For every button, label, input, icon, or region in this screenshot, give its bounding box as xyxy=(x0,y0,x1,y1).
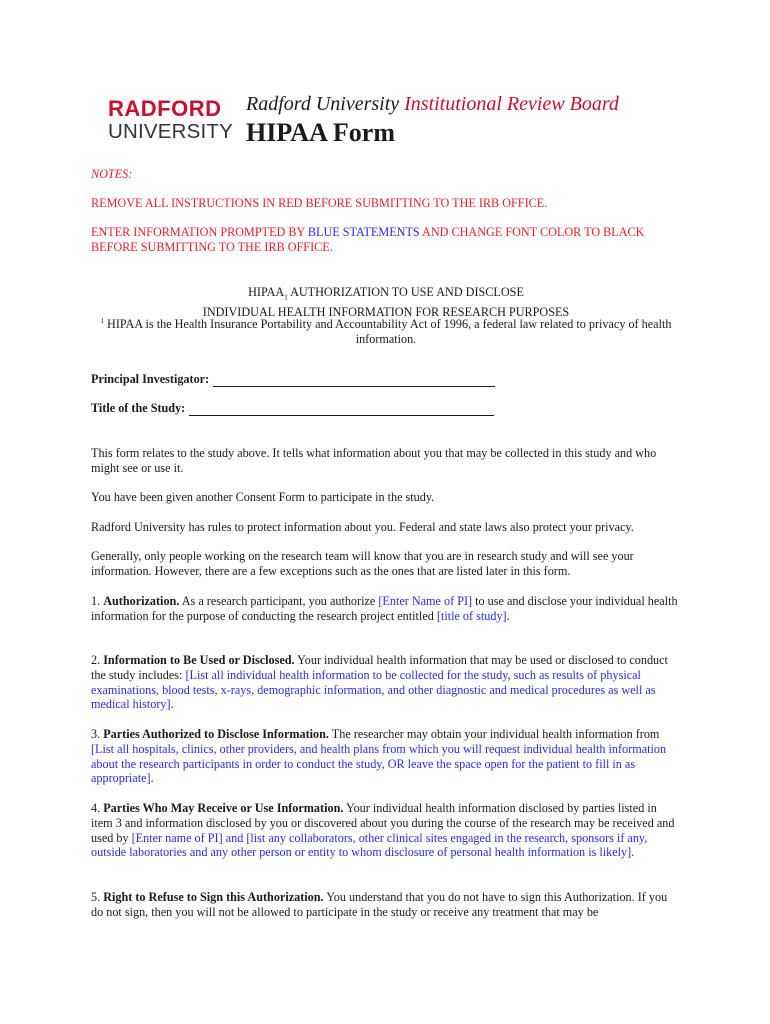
principal-investigator-field xyxy=(91,372,495,387)
logo-line-radford: RADFORD xyxy=(108,96,222,121)
note2-text-a: ENTER INFORMATION PROMPTED BY xyxy=(91,225,308,239)
heading-line-1-rest: AUTHORIZATION TO USE AND DISCLOSE xyxy=(287,285,524,299)
heading-line-1 xyxy=(91,285,681,305)
study-title-label: Title of the Study: xyxy=(91,401,186,415)
section-parties-authorized xyxy=(91,727,681,786)
s1-text-c: to use and disclose your individual health information for the purpose of conducting the research project entitled xyxy=(91,594,678,623)
s3-providers-placeholder: [List all hospitals, clinics, other providers, and health plans from which you will request individual health information about the research participants in order to conduct the study, OR leave the space open for the patient to fill in as appropriate] xyxy=(91,741,667,786)
s2-title: Information to Be Used or Disclosed. xyxy=(103,653,295,667)
irb-title xyxy=(246,93,619,116)
s1-pi-placeholder: [Enter Name of PI] xyxy=(378,594,473,608)
s5-text-a: You understand that you do not have to sign this Authorization. If you do not sign, then you will not be allowed to participate in the study or receive any treatment that may be xyxy=(91,890,668,919)
paragraph-consent-form: You have been given another Consent Form to participate in the study. xyxy=(91,490,435,504)
note-blue-statements xyxy=(91,225,681,255)
s5-number: 5. xyxy=(91,890,104,904)
s4-title: Parties Who May Receive or Use Information. xyxy=(103,801,344,815)
study-title-field xyxy=(91,401,494,416)
footnote-marker: 1 xyxy=(100,317,105,325)
section-information-used xyxy=(91,653,681,712)
s5-title: Right to Refuse to Sign this Authorization. xyxy=(103,890,324,904)
heading-footnote-ref: 1 xyxy=(284,293,288,302)
section-parties-receive xyxy=(91,801,681,860)
form-title: HIPAA Form xyxy=(246,118,395,147)
irb-title-university: Radford University xyxy=(246,93,405,115)
s3-text-a: The researcher may obtain your individual health information from xyxy=(328,727,660,741)
s3-text-c: . xyxy=(150,771,154,786)
logo-line-university: UNIVERSITY xyxy=(108,120,234,143)
s1-title: Authorization. xyxy=(103,594,180,608)
section-right-to-refuse xyxy=(91,890,681,920)
footnote-text: HIPAA is the Health Insurance Portability and Accountability Act of 1996, a federal law related to privacy of health information. xyxy=(107,317,672,346)
paragraph-university-rules: Radford University has rules to protect information about you. Federal and state laws also protect your privacy. xyxy=(91,520,634,534)
s3-number: 3. xyxy=(91,727,104,741)
s1-text-a: As a research participant, you authorize xyxy=(179,594,379,608)
note-remove-instructions: REMOVE ALL INSTRUCTIONS IN RED BEFORE SUBMITTING TO THE IRB OFFICE. xyxy=(91,196,548,210)
s2-text-a: Your individual health information that may be used or disclosed to conduct the study includes: xyxy=(91,653,668,682)
note2-blue-text: BLUE STATEMENTS xyxy=(307,225,420,239)
pi-input-line[interactable] xyxy=(213,373,495,387)
notes-label: NOTES: xyxy=(91,167,133,181)
study-title-input-line[interactable] xyxy=(189,402,494,416)
section-authorization xyxy=(91,594,681,624)
irb-title-board: Institutional Review Board xyxy=(404,93,619,115)
pi-label: Principal Investigator: xyxy=(91,372,210,386)
s4-text-a: Your individual health information disclosed by parties listed in item 3 and information disclosed by you or discovered about you during the course of the research may be received and used by xyxy=(91,801,675,845)
heading-line-2: INDIVIDUAL HEALTH INFORMATION FOR RESEARCH PURPOSES xyxy=(202,305,570,320)
paragraph-form-relates: This form relates to the study above. It tells what information about you that may be collected in this study and who might see or use it. xyxy=(91,446,657,475)
s1-text-e: . xyxy=(506,608,510,623)
s2-number: 2. xyxy=(91,653,104,667)
s3-title: Parties Authorized to Disclose Information. xyxy=(103,727,329,741)
s4-text-c: . xyxy=(631,845,635,860)
radford-university-logo xyxy=(108,96,234,143)
paragraph-exceptions: Generally, only people working on the research team will know that you are in research study and will see your information. However, there are a few exceptions such as the ones that are listed later in this form. xyxy=(91,549,634,578)
s4-collaborators-placeholder: [Enter name of PI] and [list any collaborators, other clinical sites engaged in the research, sponsors if any, outside laboratories and any other person or entity to whom disclosure of personal health information is likely] xyxy=(91,830,648,860)
footnote xyxy=(91,314,681,347)
s2-text-c: . xyxy=(170,697,174,712)
heading-hipaa: HIPAA xyxy=(248,285,285,299)
s2-info-placeholder: [List all individual health information to be collected for the study, such as results of physical examinations, blood tests, x-rays, demographic information, and other diagnostic and medical procedures as well as medical history] xyxy=(91,667,656,712)
s1-title-placeholder: [title of study] xyxy=(436,608,507,623)
note2-text-c: AND CHANGE FONT COLOR TO BLACK BEFORE SUBMITTING TO THE IRB OFFICE. xyxy=(91,225,645,254)
s1-number: 1. xyxy=(91,594,104,608)
s4-number: 4. xyxy=(91,801,104,815)
